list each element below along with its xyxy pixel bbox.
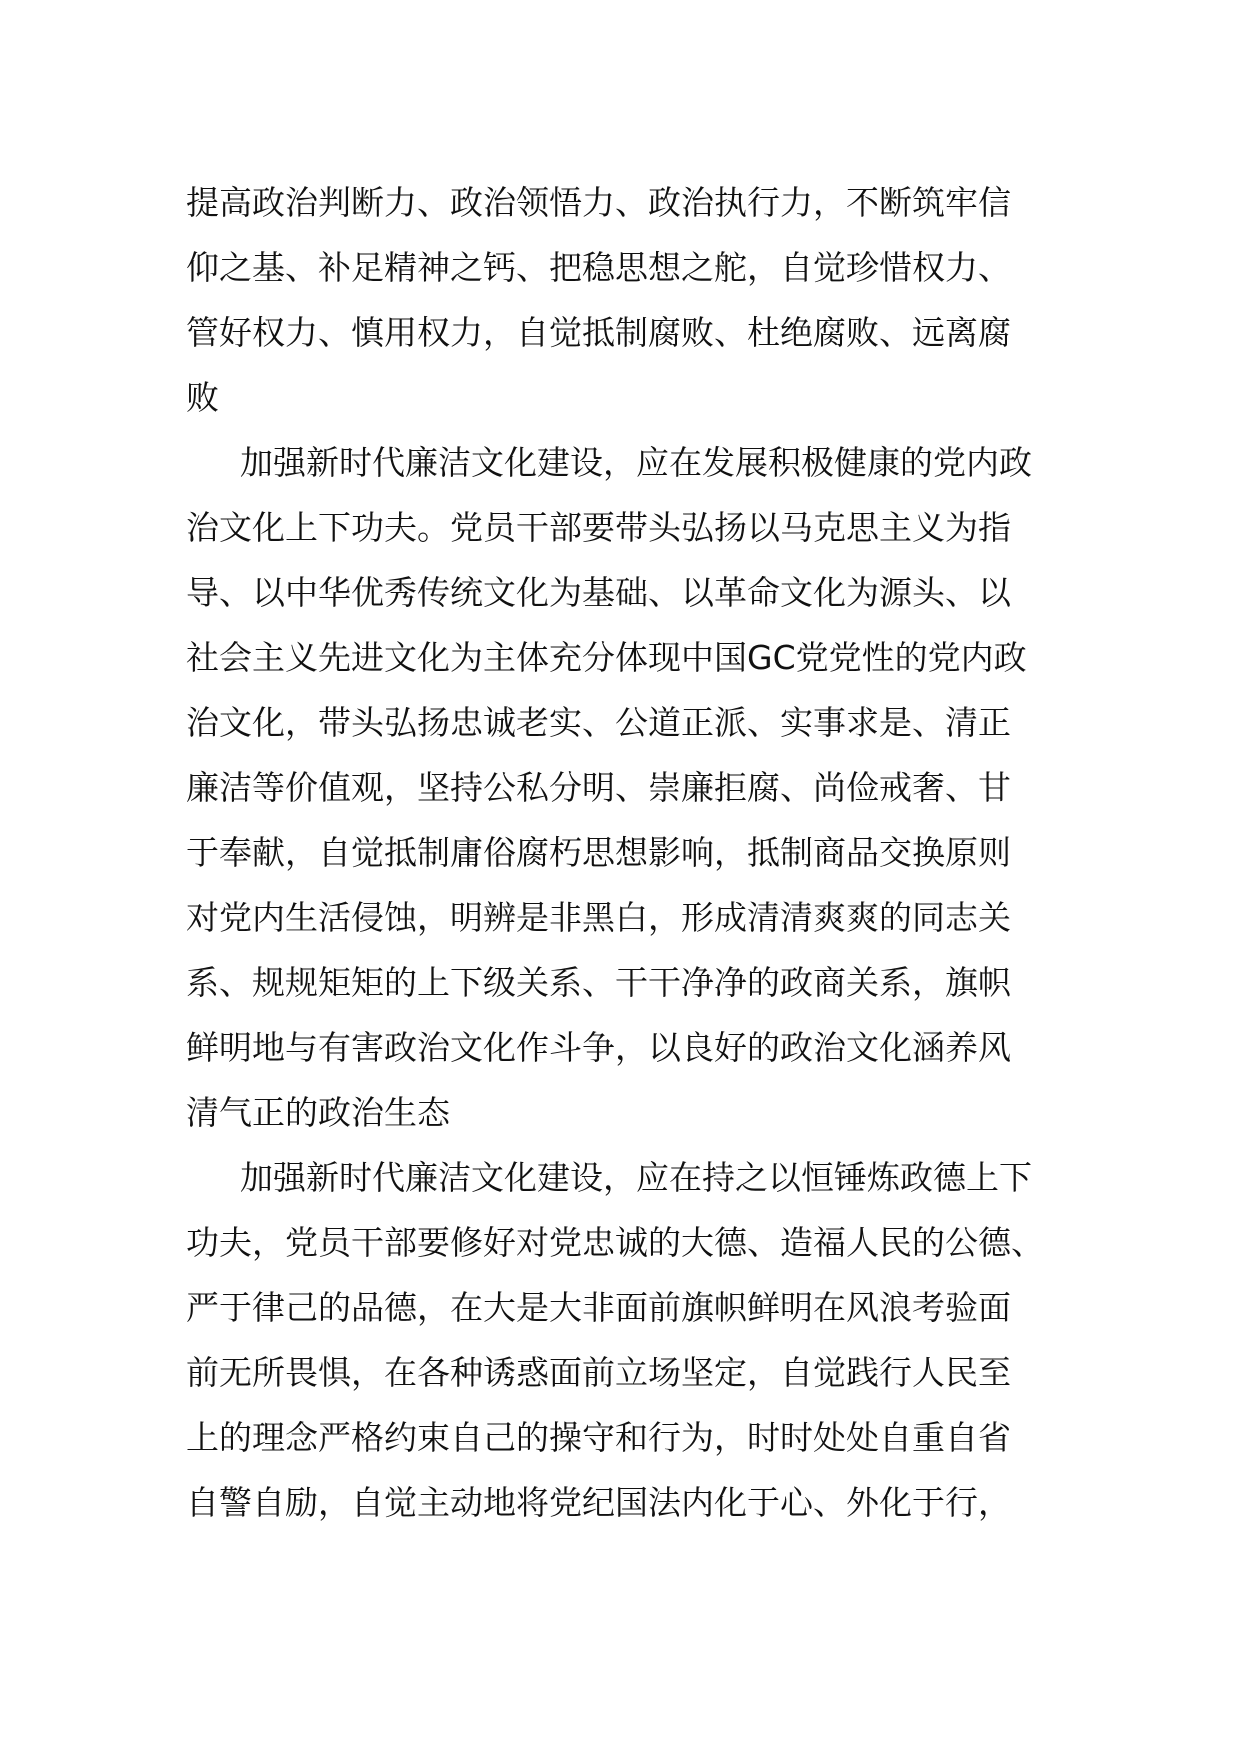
text-line: 社会主义先进文化为主体充分体现中国GC党党性的党内政 bbox=[186, 638, 1027, 677]
text-line: 加强新时代廉洁文化建设，应在持之以恒锤炼政德上下 bbox=[240, 1158, 1032, 1197]
text-line: 严于律己的品德，在大是大非面前旗帜鲜明在风浪考验面 bbox=[186, 1288, 1011, 1327]
text-line: 清气正的政治生态 bbox=[186, 1093, 450, 1132]
text-line: 仰之基、补足精神之钙、把稳思想之舵，自觉珍惜权力、 bbox=[186, 248, 1011, 287]
text-line: 导、以中华优秀传统文化为基础、以革命文化为源头、以 bbox=[186, 573, 1011, 612]
paragraph-2 bbox=[186, 430, 1066, 1145]
text-line: 鲜明地与有害政治文化作斗争，以良好的政治文化涵养风 bbox=[186, 1028, 1011, 1067]
text-line: 前无所畏惧，在各种诱惑面前立场坚定，自觉践行人民至 bbox=[186, 1353, 1011, 1392]
text-line: 治文化上下功夫。党员干部要带头弘扬以马克思主义为指 bbox=[186, 508, 1011, 547]
text-line: 对党内生活侵蚀，明辨是非黑白，形成清清爽爽的同志关 bbox=[186, 898, 1011, 937]
text-line: 加强新时代廉洁文化建设，应在发展积极健康的党内政 bbox=[240, 443, 1032, 482]
text-line: 自警自励，自觉主动地将党纪国法内化于心、外化于行， bbox=[186, 1483, 1011, 1522]
text-line: 管好权力、慎用权力，自觉抵制腐败、杜绝腐败、远离腐 bbox=[186, 313, 1011, 352]
text-line: 功夫，党员干部要修好对党忠诚的大德、造福人民的公德、 bbox=[186, 1223, 1044, 1262]
document-body bbox=[186, 170, 1066, 1535]
text-line: 败 bbox=[186, 378, 219, 417]
text-line: 提高政治判断力、政治领悟力、政治执行力，不断筑牢信 bbox=[186, 183, 1011, 222]
text-line: 廉洁等价值观，坚持公私分明、崇廉拒腐、尚俭戒奢、甘 bbox=[186, 768, 1011, 807]
text-line: 系、规规矩矩的上下级关系、干干净净的政商关系，旗帜 bbox=[186, 963, 1011, 1002]
text-line: 治文化，带头弘扬忠诚老实、公道正派、实事求是、清正 bbox=[186, 703, 1011, 742]
text-line: 于奉献，自觉抵制庸俗腐朽思想影响，抵制商品交换原则 bbox=[186, 833, 1011, 872]
text-line: 上的理念严格约束自己的操守和行为，时时处处自重自省 bbox=[186, 1418, 1011, 1457]
paragraph-3 bbox=[186, 1145, 1066, 1535]
paragraph-1 bbox=[186, 170, 1066, 430]
